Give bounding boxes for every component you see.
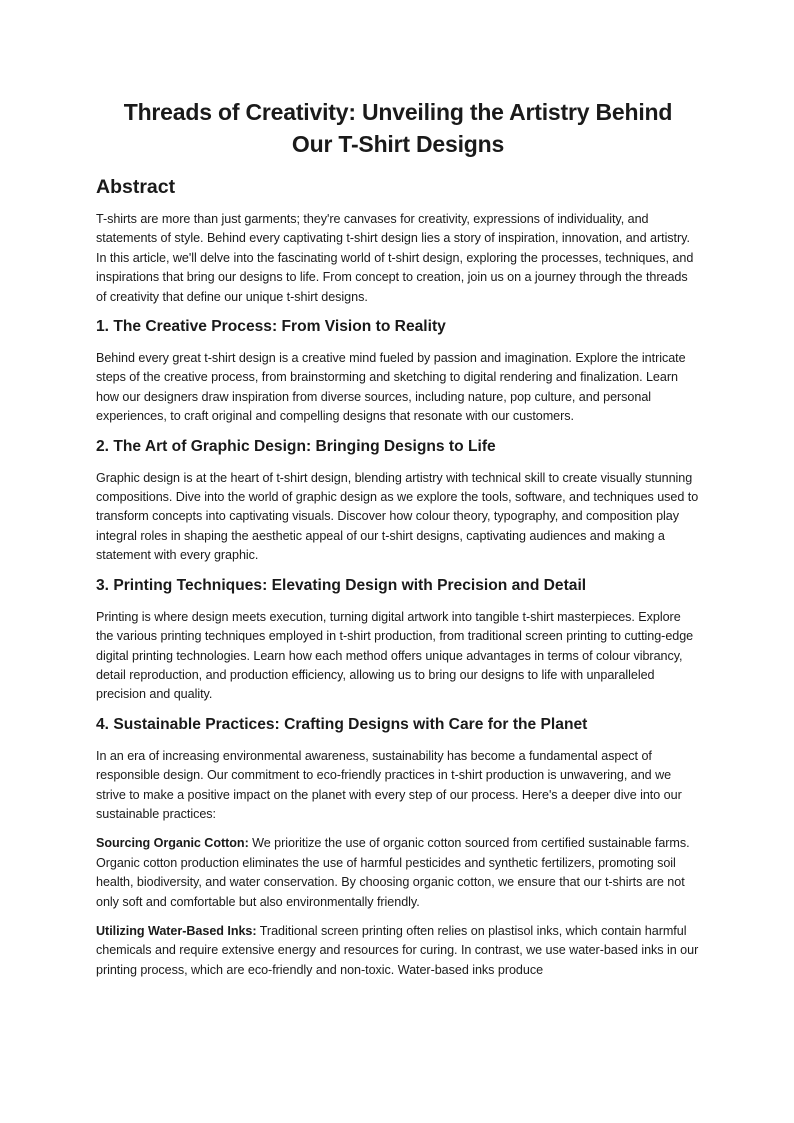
document-title: Threads of Creativity: Unveiling the Artistry Behind Our T-Shirt Designs: [123, 99, 673, 157]
section-heading: 2. The Art of Graphic Design: Bringing Designs to Life: [96, 437, 496, 455]
abstract-paragraph: T-shirts are more than just garments; they're canvases for creativity, expressions of individuality, and statements of style. Behind every captivating t-shirt design lies a story of inspiration, innovation, and artistry. In this article, we'll delve into the fascinating world of t-shirt design, exploring the processes, techniques, and inspirations that bring our designs to life. From concept to creation, join us on a journey through the threads of creativity that define our unique t-shirt designs.: [96, 212, 694, 304]
section-heading: 1. The Creative Process: From Vision to Reality: [96, 318, 446, 336]
section-paragraph: Graphic design is at the heart of t-shirt design, blending artistry with technical skill to create visually stunning compositions. Dive into the world of graphic design as we explore the tools, software, and techniques used to transform concepts into captivating visuals. Discover how colour theory, typography, and composition play integral roles in shaping the aesthetic appeal of our t-shirt designs, captivating audiences and making a statement with every graphic.: [96, 470, 699, 563]
section-paragraph: In an era of increasing environmental awareness, sustainability has become a fundamental aspect of responsible design. Our commitment to eco-friendly practices in t-shirt production is unwavering, and we strive to make a positive impact on the planet with every step of our process. Here's a deeper dive into our sustainable practices:: [96, 748, 682, 821]
section-paragraph: Printing is where design meets execution, turning digital artwork into tangible t-shirt masterpieces. Explore the various printing techniques employed in t-shirt production, from traditional screen printing to cutting-edge digital printing technologies. Learn how each method offers unique advantages in terms of colour vibrancy, detail reproduction, and production efficiency, allowing us to bring our designs to life with unparalleled precision and quality.: [96, 609, 694, 702]
document-page: [96, 96, 700, 980]
section-heading: 4. Sustainable Practices: Crafting Designs with Care for the Planet: [96, 715, 588, 733]
practice-paragraph: [96, 922, 700, 980]
practice-body: Traditional screen printing often relies on plastisol inks, which contain harmful chemicals and require extensive energy and resources for curing. In contrast, we use water-based inks in our printing process, which are eco-friendly and non-toxic. Water-based inks produce: [96, 923, 699, 977]
practice-lead: Sourcing Organic Cotton:: [96, 836, 249, 851]
section-paragraph: Behind every great t-shirt design is a creative mind fueled by passion and imagination. Explore the intricate steps of the creative process, from brainstorming and sketching to digital rendering and finalization. Learn how our designers draw inspiration from diverse sources, including nature, pop culture, and personal experiences, to craft original and compelling designs that resonate with our customers.: [96, 351, 686, 424]
practice-paragraph: [96, 834, 700, 912]
practice-body: We prioritize the use of organic cotton sourced from certified sustainable farms. Organic cotton production eliminates the use of harmful pesticides and synthetic fertilizers, promoting soil health, biodiversity, and water conservation. By choosing organic cotton, we ensure that our t-shirts are not only soft and comfortable but also environmentally friendly.: [96, 836, 690, 909]
section-heading: 3. Printing Techniques: Elevating Design with Precision and Detail: [96, 576, 587, 594]
abstract-heading: Abstract: [96, 176, 176, 198]
practice-lead: Utilizing Water-Based Inks:: [96, 923, 257, 938]
